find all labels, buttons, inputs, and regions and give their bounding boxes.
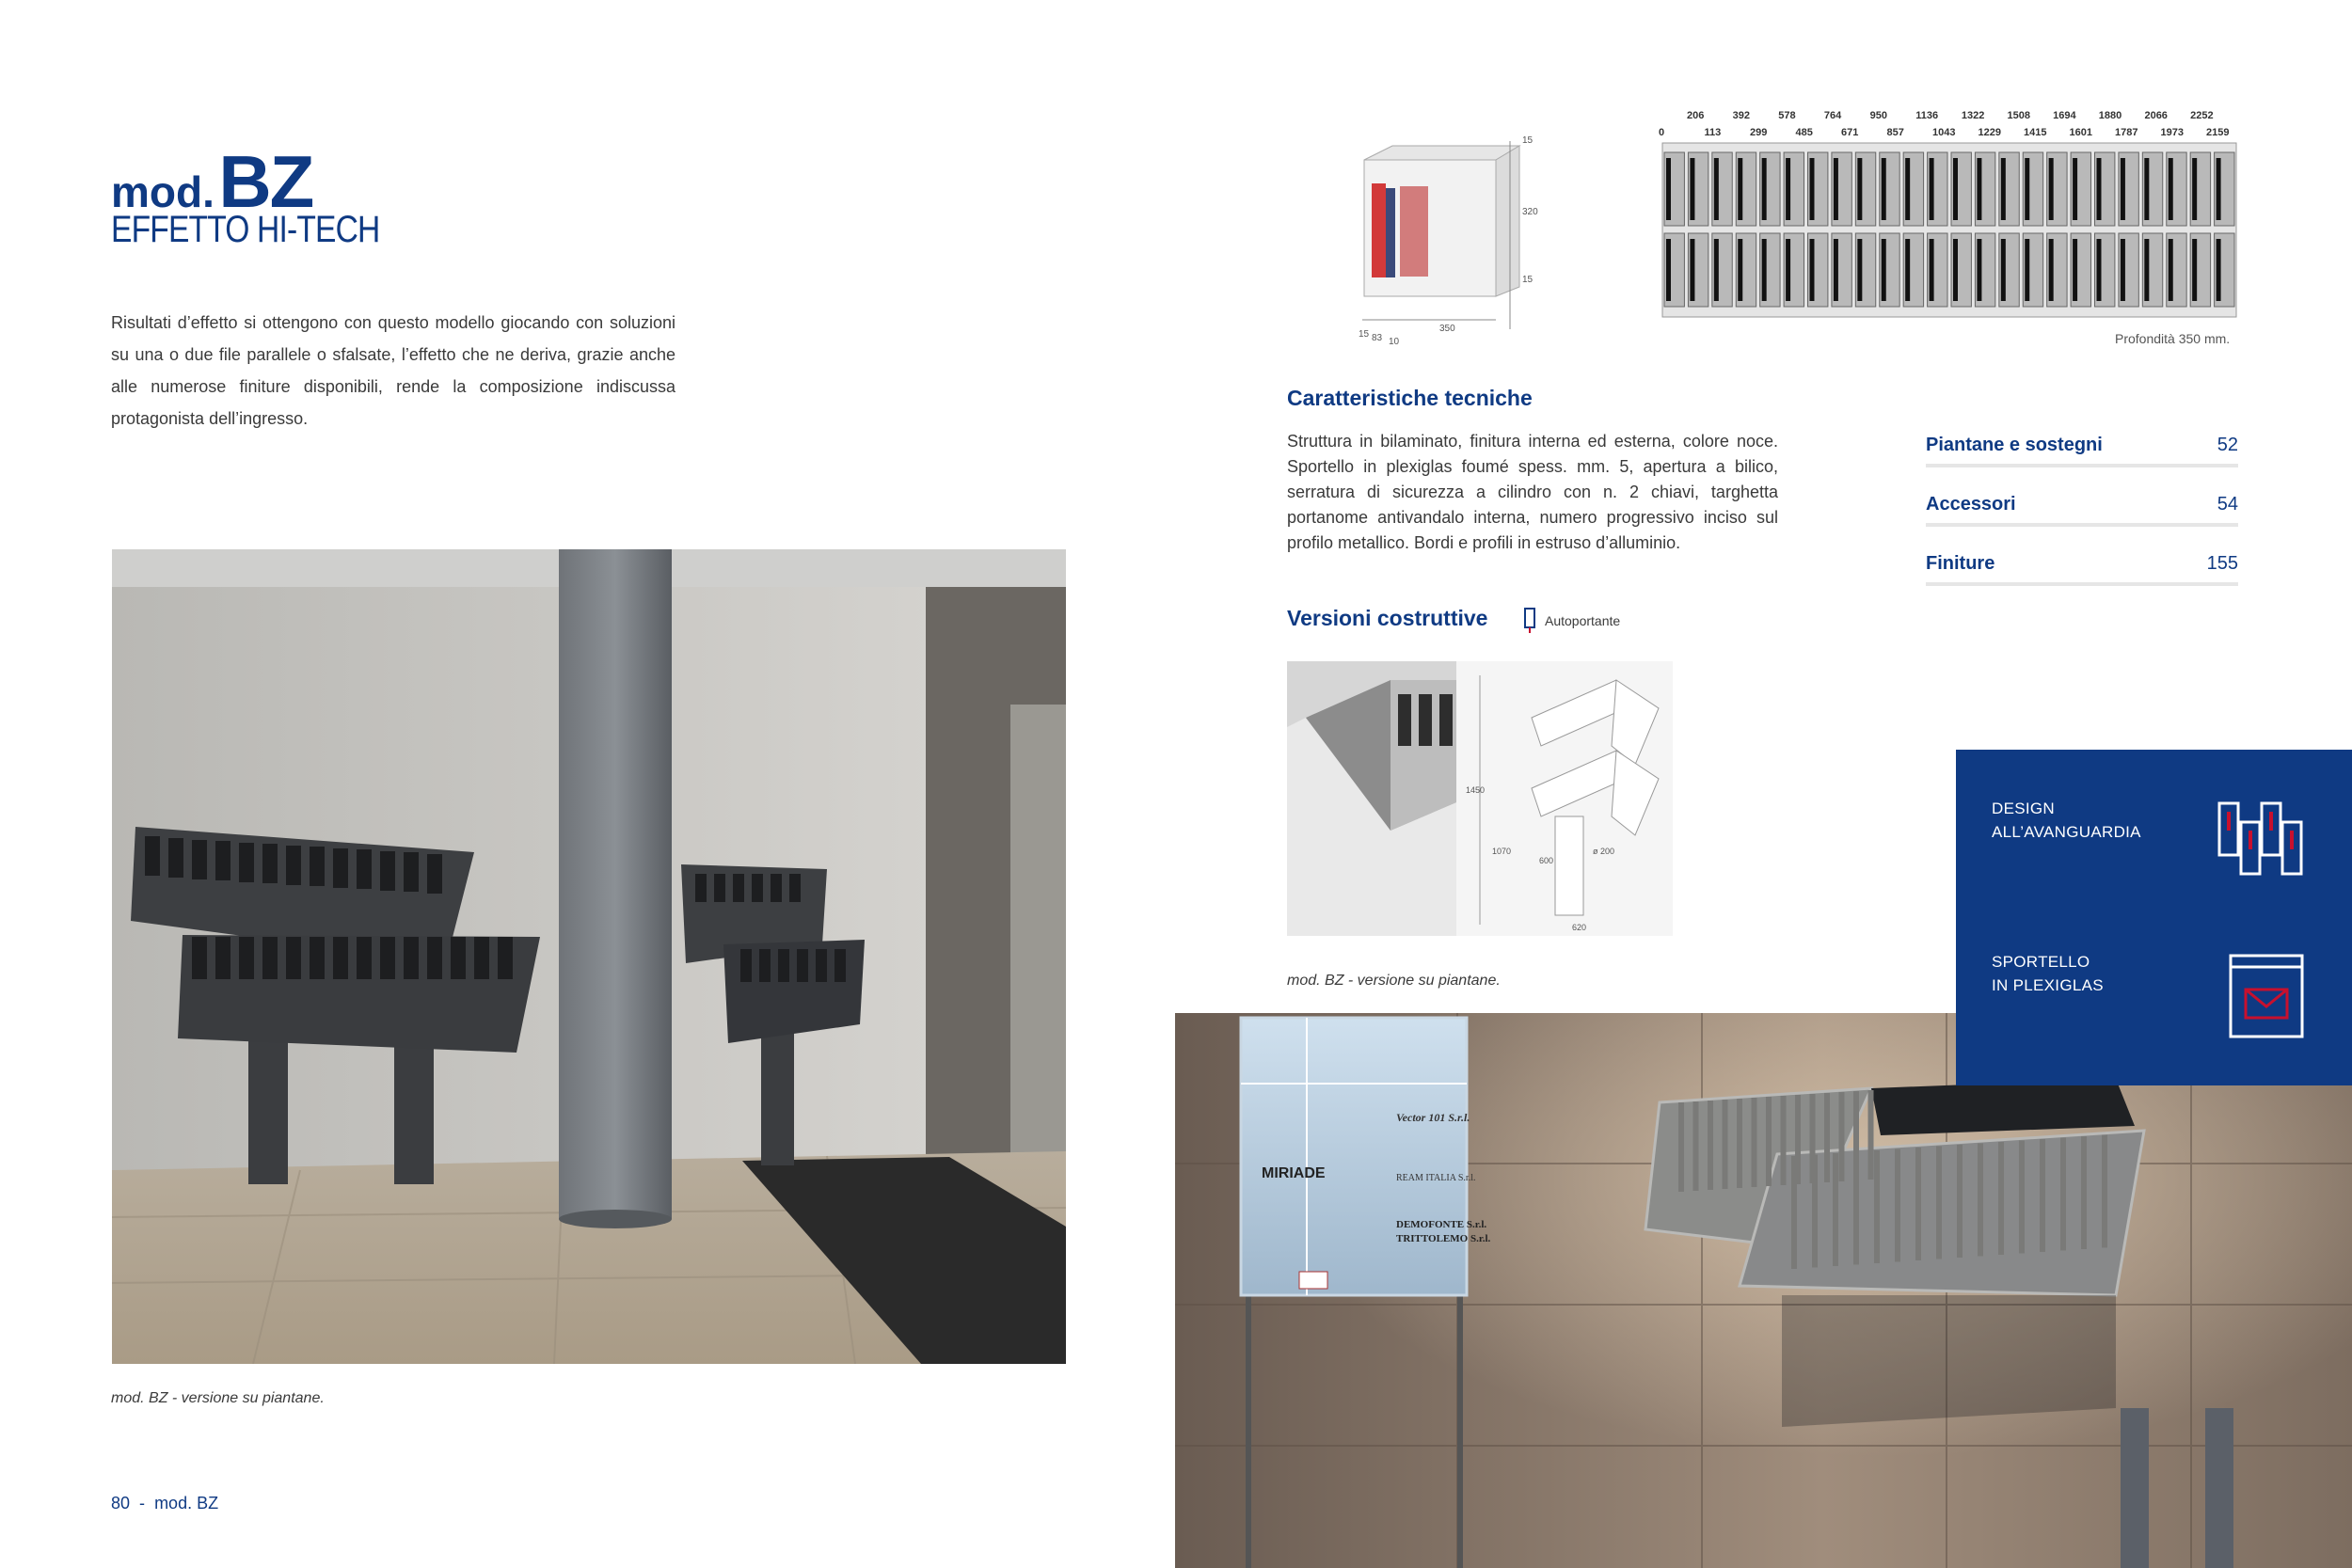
mailbox-slot bbox=[1857, 158, 1862, 220]
dim-bottom-label: 1229 bbox=[1978, 127, 2001, 138]
mailbox-slot bbox=[1738, 239, 1742, 301]
ref-page: 54 bbox=[2217, 494, 2238, 515]
photo-slot bbox=[1678, 1102, 1684, 1192]
dim-1450: 1450 bbox=[1466, 785, 1486, 795]
dim-top-label: 392 bbox=[1732, 110, 1751, 121]
sign-trittolemo: TRITTOLEMO S.r.l. bbox=[1396, 1233, 1491, 1244]
specs-paragraph: Struttura in bilaminato, finitura interna ed esterna, colore noce. Sportello in plexiglas foumé spess. mm. 5, apertura a bilico, serratura di sicurezza a cilindro con n. 2 chiavi, targhetta portanome antivandalo interna, numero progressivo inciso sul profilo metallico. Bordi e profili in estruso d’alluminio. bbox=[1287, 432, 1778, 552]
dim-top-label: 206 bbox=[1687, 110, 1705, 121]
specs-heading: Caratteristiche tecniche bbox=[1287, 386, 1533, 410]
mailbox-slot bbox=[1834, 239, 1838, 301]
mailbox-slot bbox=[1882, 158, 1886, 220]
mailbox-slot bbox=[1714, 158, 1719, 220]
photo-slot bbox=[1895, 1149, 1900, 1262]
dim-diameter: ø 200 bbox=[1593, 847, 1615, 856]
dim-height: 320 bbox=[1522, 207, 1538, 217]
dim-bottom-label: 299 bbox=[1750, 127, 1768, 138]
mailbox-slot bbox=[1810, 158, 1815, 220]
photo-slot bbox=[2040, 1139, 2045, 1252]
dim-top-label: 578 bbox=[1778, 110, 1796, 121]
mailbox-slot bbox=[2192, 158, 2197, 220]
mailbox-slot bbox=[2025, 158, 2029, 220]
ref-label: Finiture bbox=[1926, 553, 1995, 574]
reference-list bbox=[1926, 428, 2238, 586]
photo-slot bbox=[1978, 1144, 1983, 1257]
ref-piantane[interactable] bbox=[1926, 428, 2238, 467]
mailbox-slot bbox=[2001, 239, 2006, 301]
mailbox-slot bbox=[1930, 239, 1934, 301]
photo-slot bbox=[2019, 1141, 2025, 1254]
mailbox-slot bbox=[2097, 158, 2102, 220]
photo-slot bbox=[1781, 1096, 1787, 1185]
mailbox-slot bbox=[1953, 158, 1958, 220]
photo-slot bbox=[1915, 1148, 1921, 1260]
ref-label: Piantane e sostegni bbox=[1926, 435, 2103, 455]
lobby-photo bbox=[112, 549, 1066, 1364]
photo-slot bbox=[1766, 1097, 1772, 1186]
mailbox-slot bbox=[2049, 158, 2054, 220]
dim-top-label: 1880 bbox=[2098, 110, 2122, 121]
mailbox-slot bbox=[2144, 239, 2149, 301]
mailbox-slot bbox=[1857, 239, 1862, 301]
mailbox-slot bbox=[1882, 239, 1886, 301]
mailbox-slot bbox=[1810, 239, 1815, 301]
dim-bottom: 15 bbox=[1522, 275, 1534, 285]
mailbox-slot bbox=[1762, 158, 1767, 220]
dim-top-label: 1694 bbox=[2053, 110, 2076, 121]
feature-plexiglas: SPORTELLO IN PLEXIGLAS bbox=[1992, 953, 2104, 994]
mailbox-slot bbox=[2217, 158, 2221, 220]
dim-base-1: 15 bbox=[1359, 329, 1370, 340]
dim-bottom-label: 671 bbox=[1841, 127, 1859, 138]
dim-top-label: 2252 bbox=[2190, 110, 2214, 121]
page-subtitle: EFFETTO HI-TECH bbox=[111, 209, 380, 250]
dim-top-label: 764 bbox=[1823, 110, 1842, 121]
ref-page: 155 bbox=[2206, 553, 2238, 574]
mailbox-slot bbox=[1977, 158, 1981, 220]
photo-slot bbox=[2102, 1135, 2107, 1248]
dim-top-label: 1508 bbox=[2007, 110, 2031, 121]
page-number: 80 bbox=[111, 1494, 131, 1513]
dim-bottom-label: 1415 bbox=[2024, 127, 2047, 138]
photo-slot bbox=[1868, 1090, 1874, 1180]
photo-slot bbox=[1791, 1156, 1797, 1269]
page-footer bbox=[111, 1494, 218, 1513]
dim-bottom-label: 1973 bbox=[2160, 127, 2184, 138]
box-section-drawing bbox=[1355, 132, 1562, 348]
ref-page: 52 bbox=[2217, 435, 2238, 455]
sign-miriade: MIRIADE bbox=[1262, 1165, 1326, 1181]
mailbox-slot bbox=[1953, 239, 1958, 301]
photo-slot bbox=[1708, 1101, 1713, 1190]
dim-top-label: 2066 bbox=[2144, 110, 2168, 121]
photo-slot bbox=[1853, 1152, 1859, 1265]
photo-slot bbox=[2060, 1138, 2066, 1251]
dim-1070: 1070 bbox=[1492, 847, 1512, 856]
photo-slot bbox=[1752, 1098, 1757, 1187]
photo-slot bbox=[1957, 1145, 1963, 1258]
versions-legend bbox=[1524, 608, 1620, 634]
mailbox-slot bbox=[2097, 239, 2102, 301]
title-prefix: mod. bbox=[111, 167, 215, 216]
mailbox-slot bbox=[2169, 158, 2173, 220]
mailbox-slot bbox=[2073, 239, 2077, 301]
footer-model: mod. BZ bbox=[154, 1494, 219, 1513]
mailbox-slot bbox=[1666, 158, 1671, 220]
mailbox-grid-drawing bbox=[1651, 105, 2244, 331]
dim-bottom-label: 0 bbox=[1659, 127, 1665, 138]
mailbox-slot bbox=[2169, 239, 2173, 301]
freestanding-icon bbox=[1524, 608, 1535, 634]
photo-slot bbox=[1833, 1153, 1838, 1266]
dim-base-3: 10 bbox=[1389, 337, 1400, 347]
mailbox-slot bbox=[2049, 239, 2054, 301]
dim-bottom-label: 113 bbox=[1704, 127, 1722, 138]
photo-slot bbox=[1737, 1099, 1742, 1188]
dim-top-label: 950 bbox=[1869, 110, 1887, 121]
mailbox-slot bbox=[1905, 239, 1910, 301]
version-thumbnail[interactable] bbox=[1287, 661, 1673, 936]
mailbox-slot bbox=[2025, 239, 2029, 301]
mailbox-slot bbox=[1690, 158, 1694, 220]
photo-slot bbox=[1936, 1147, 1942, 1259]
title-model: BZ bbox=[218, 140, 313, 223]
entrance-photo bbox=[1175, 1013, 2352, 1568]
dim-600: 600 bbox=[1539, 856, 1554, 865]
dim-top: 15 bbox=[1522, 135, 1534, 146]
dim-top-label: 1136 bbox=[1915, 110, 1939, 121]
sign-demofonte: DEMOFONTE S.r.l. bbox=[1396, 1219, 1487, 1230]
dim-base-2: 83 bbox=[1372, 333, 1383, 343]
mailbox-slot bbox=[2121, 158, 2125, 220]
photo-slot bbox=[1998, 1142, 2004, 1255]
mailbox-slot bbox=[1930, 158, 1934, 220]
photo-slot bbox=[1824, 1093, 1830, 1182]
photo-caption: mod. BZ - versione su piantane. bbox=[111, 1390, 325, 1406]
mailbox-slot bbox=[1786, 239, 1790, 301]
versions-heading: Versioni costruttive bbox=[1287, 606, 1488, 630]
mailbox-columns-icon bbox=[2215, 799, 2304, 879]
intro-paragraph: Risultati d’effetto si ottengono con questo modello giocando con soluzioni su una o due file parallele o sfalsate, l’effetto che ne deriva, grazie anche alle numerose finiture disponibili, rende la composizione indiscussa protagonista dell’ingresso. bbox=[111, 313, 675, 428]
features-panel bbox=[1956, 750, 2352, 1085]
mailbox-slot bbox=[1977, 239, 1981, 301]
dim-depth: 350 bbox=[1439, 324, 1455, 334]
mailbox-slot bbox=[1738, 158, 1742, 220]
photo-slot bbox=[1812, 1155, 1818, 1268]
mailbox-slot bbox=[1690, 239, 1694, 301]
mailbox-slot bbox=[1834, 158, 1838, 220]
version-caption: mod. BZ - versione su piantane. bbox=[1287, 973, 1501, 989]
mailbox-slot bbox=[1714, 239, 1719, 301]
dim-bottom-label: 2159 bbox=[2206, 127, 2230, 138]
mailbox-slot bbox=[2192, 239, 2197, 301]
dim-bottom-label: 485 bbox=[1795, 127, 1813, 138]
ref-finiture[interactable] bbox=[1926, 527, 2238, 586]
ref-accessori[interactable] bbox=[1926, 467, 2238, 527]
mailbox-slot bbox=[1905, 158, 1910, 220]
dim-620: 620 bbox=[1572, 923, 1587, 932]
mailbox-slot bbox=[2001, 158, 2006, 220]
depth-note: Profondità 350 mm. bbox=[2115, 331, 2231, 346]
photo-slot bbox=[1874, 1150, 1880, 1263]
dim-bottom-label: 1601 bbox=[2069, 127, 2092, 138]
dim-bottom-label: 857 bbox=[1886, 127, 1904, 138]
mailbox-slot bbox=[1762, 239, 1767, 301]
dim-bottom-label: 1043 bbox=[1932, 127, 1956, 138]
photo-slot bbox=[1723, 1100, 1728, 1189]
envelope-door-icon bbox=[2229, 954, 2304, 1038]
mailbox-slot bbox=[1666, 239, 1671, 301]
photo-slot bbox=[1839, 1092, 1845, 1181]
dim-bottom-label: 1787 bbox=[2115, 127, 2138, 138]
mailbox-slot bbox=[2121, 239, 2125, 301]
photo-slot bbox=[1693, 1101, 1699, 1191]
dim-top-label: 1322 bbox=[1961, 110, 1985, 121]
ref-label: Accessori bbox=[1926, 494, 2016, 515]
sign-ream: REAM ITALIA S.r.l. bbox=[1396, 1173, 1476, 1183]
footer-separator: - bbox=[139, 1494, 146, 1513]
mailbox-slot bbox=[2217, 239, 2221, 301]
sign-vector: Vector 101 S.r.l. bbox=[1396, 1111, 1470, 1124]
photo-slot bbox=[2081, 1136, 2087, 1249]
mailbox-slot bbox=[2144, 158, 2149, 220]
legend-label: Autoportante bbox=[1545, 613, 1621, 628]
mailbox-slot bbox=[2073, 158, 2077, 220]
feature-design: DESIGN ALL’AVANGUARDIA bbox=[1992, 800, 2141, 841]
mailbox-slot bbox=[1786, 158, 1790, 220]
